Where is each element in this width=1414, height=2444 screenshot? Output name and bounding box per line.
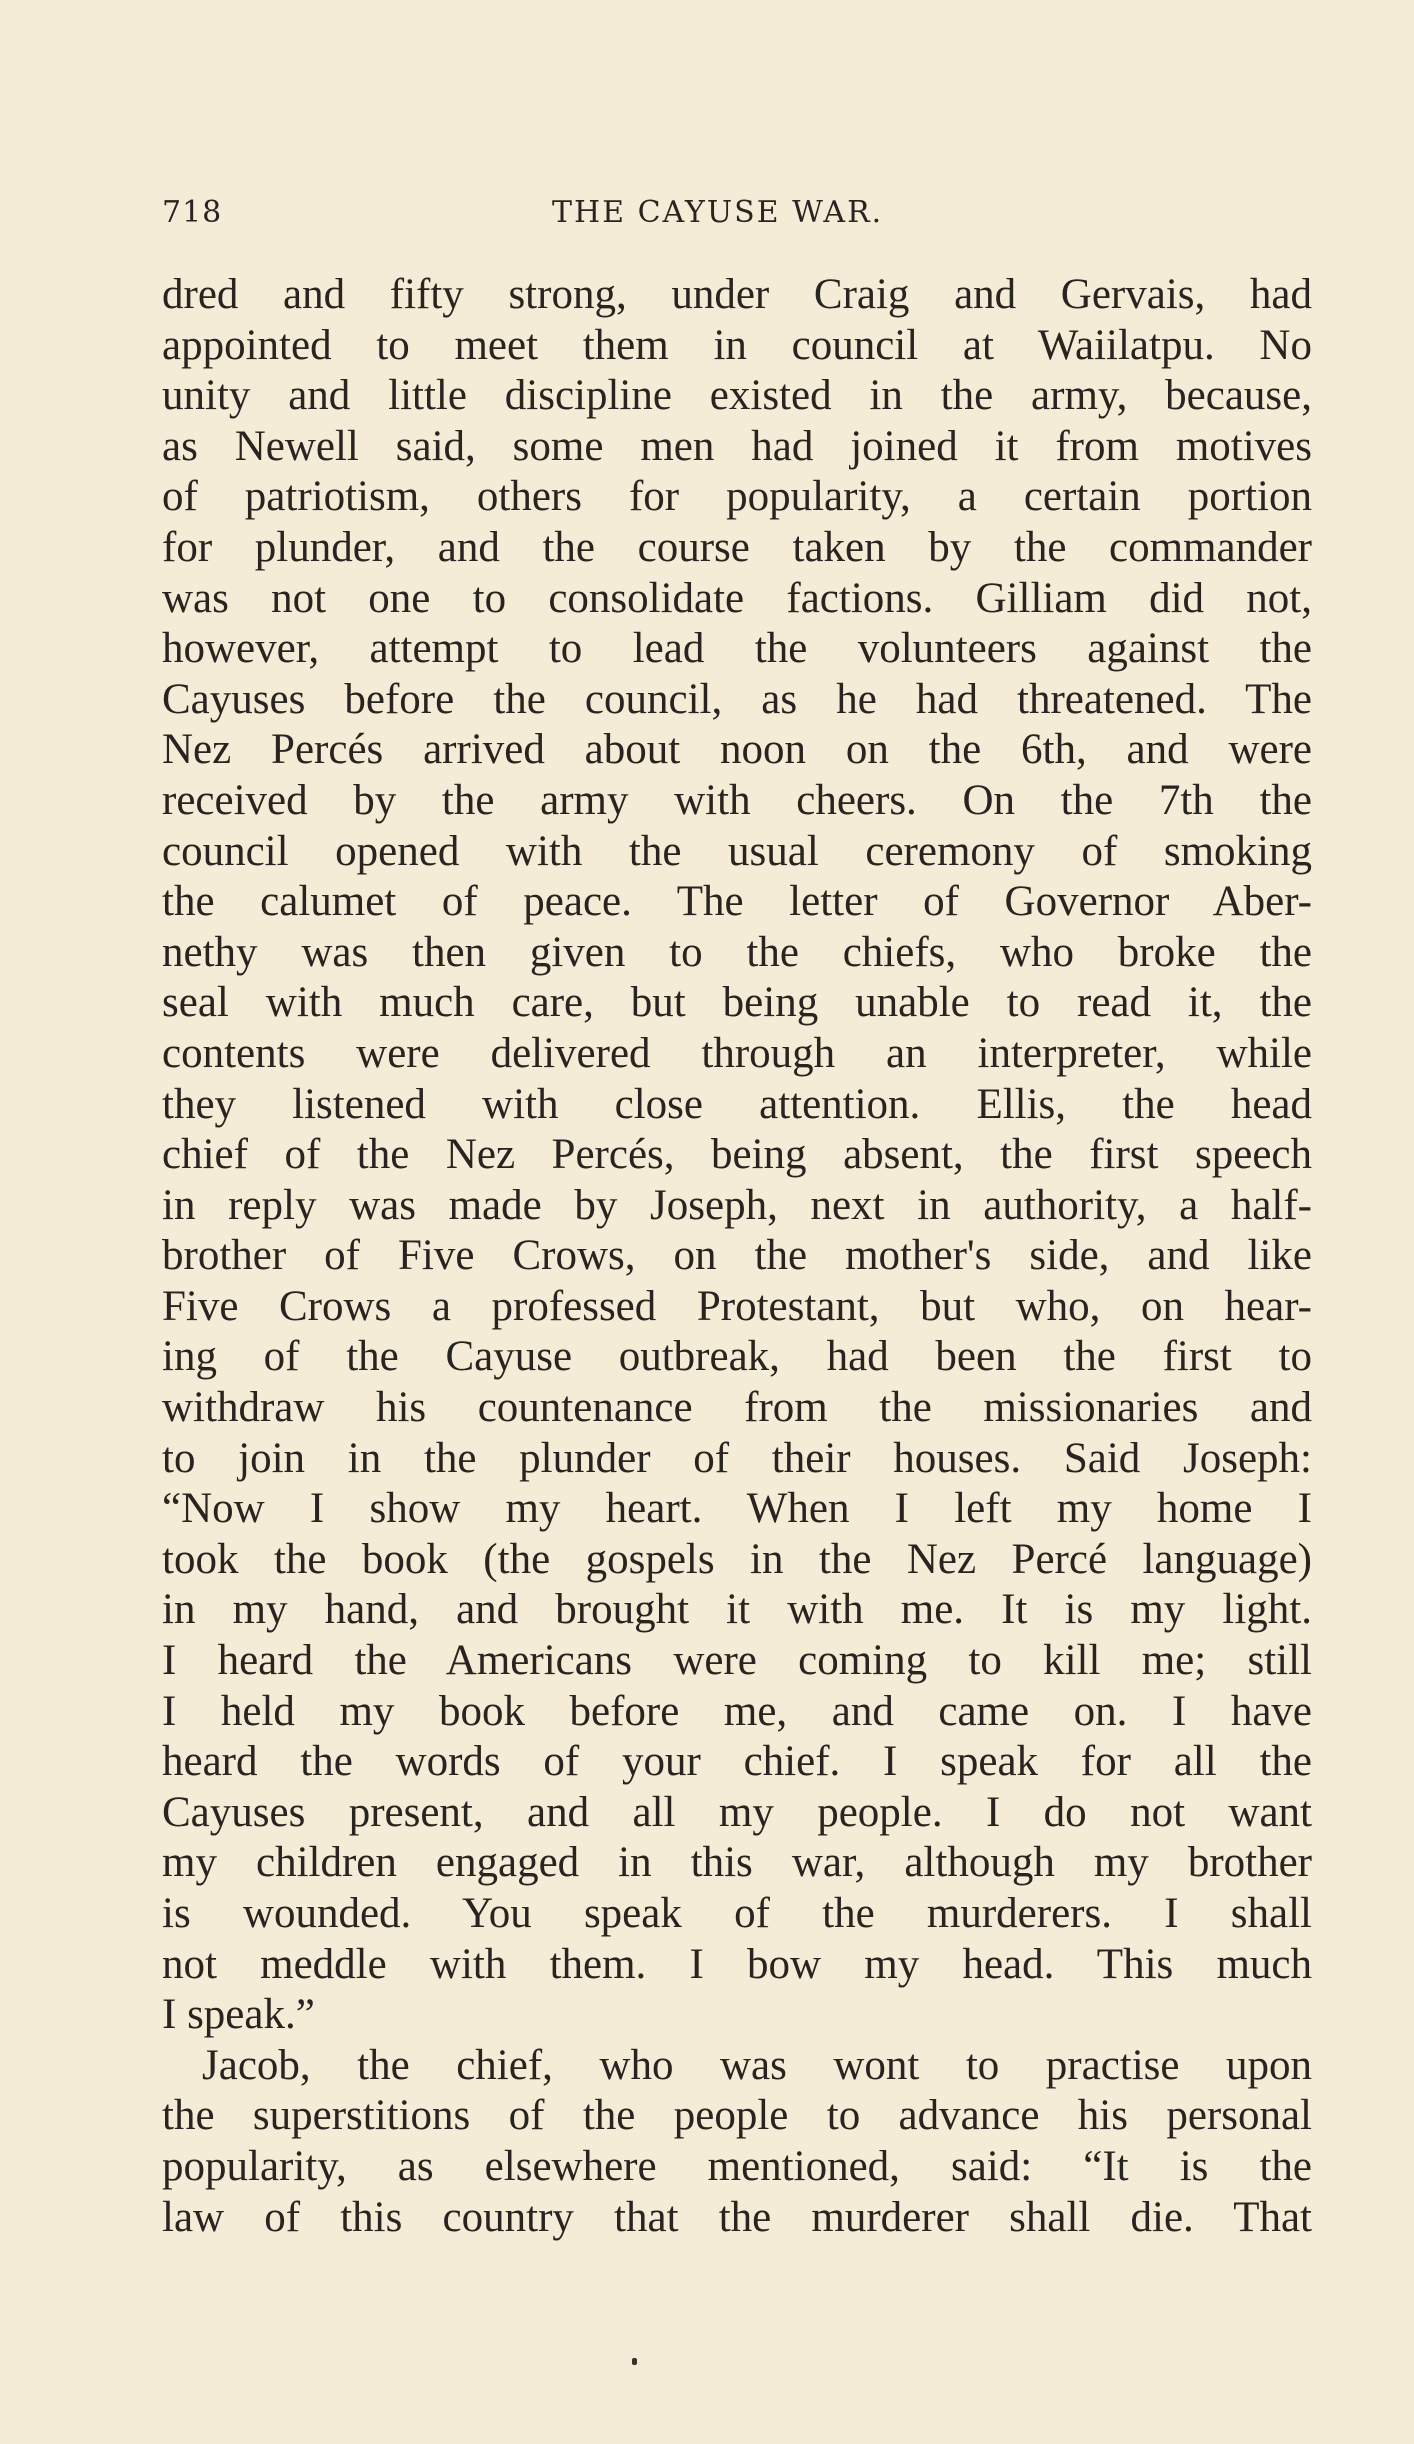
text-line: the calumet of peace. The letter of Governor Aber- <box>162 878 1312 926</box>
text-line: withdraw his countenance from the missionaries and <box>162 1384 1312 1432</box>
text-line: not meddle with them. I bow my head. This much <box>162 1940 1312 1988</box>
page-header <box>162 195 1312 245</box>
text-line: seal with much care, but being unable to read it, the <box>162 979 1312 1027</box>
body-text <box>162 270 1312 2243</box>
text-line: the superstitions of the people to advance his personal <box>162 2092 1312 2140</box>
text-line: Nez Percés arrived about noon on the 6th, and were <box>162 726 1312 774</box>
text-line: unity and little discipline existed in the army, because, <box>162 372 1312 420</box>
text-line: I held my book before me, and came on. I have <box>162 1687 1312 1735</box>
text-line: ing of the Cayuse outbreak, had been the first to <box>162 1333 1312 1381</box>
text-line: brother of Five Crows, on the mother's side, and like <box>162 1232 1312 1280</box>
text-line: Cayuses before the council, as he had threatened. The <box>162 675 1312 723</box>
text-line: of patriotism, others for popularity, a certain portion <box>162 473 1312 521</box>
text-line: received by the army with cheers. On the 7th the <box>162 776 1312 824</box>
page-number: 718 <box>162 195 223 230</box>
text-line: nethy was then given to the chiefs, who broke the <box>162 928 1312 976</box>
text-line: “Now I show my heart. When I left my home I <box>162 1485 1312 1533</box>
text-line: Five Crows a professed Protestant, but who, on hear- <box>162 1282 1312 1330</box>
text-line: to join in the plunder of their houses. Said Joseph: <box>162 1434 1312 1482</box>
text-line: Cayuses present, and all my people. I do not want <box>162 1788 1312 1836</box>
text-line: however, attempt to lead the volunteers against the <box>162 625 1312 673</box>
text-line: I speak.” <box>162 1991 315 2039</box>
ink-speck <box>632 2358 637 2365</box>
text-line: appointed to meet them in council at Waiilatpu. No <box>162 321 1312 369</box>
text-line: council opened with the usual ceremony of smoking <box>162 827 1312 875</box>
text-line: in my hand, and brought it with me. It is my light. <box>162 1586 1312 1634</box>
text-line: I heard the Americans were coming to kill me; still <box>162 1637 1312 1685</box>
text-line: as Newell said, some men had joined it from motives <box>162 422 1312 470</box>
text-line: popularity, as elsewhere mentioned, said: “It is the <box>162 2142 1312 2190</box>
text-line: heard the words of your chief. I speak for all the <box>162 1738 1312 1786</box>
text-line: for plunder, and the course taken by the commander <box>162 523 1312 571</box>
text-line: contents were delivered through an interpreter, while <box>162 1029 1312 1077</box>
text-line: they listened with close attention. Ellis, the head <box>162 1080 1312 1128</box>
text-line: in reply was made by Joseph, next in authority, a half- <box>162 1181 1312 1229</box>
text-line: my children engaged in this war, although my brother <box>162 1839 1312 1887</box>
text-line: chief of the Nez Percés, being absent, the first speech <box>162 1131 1312 1179</box>
text-line: Jacob, the chief, who was wont to practise upon <box>202 2041 1312 2089</box>
text-line: dred and fifty strong, under Craig and Gervais, had <box>162 271 1312 318</box>
text-line: law of this country that the murderer shall die. That <box>162 2193 1312 2241</box>
running-head: THE CAYUSE WAR. <box>552 195 884 230</box>
text-line: was not one to consolidate factions. Gilliam did not, <box>162 574 1312 622</box>
text-line: took the book (the gospels in the Nez Percé language) <box>162 1535 1312 1583</box>
text-line: is wounded. You speak of the murderers. I shall <box>162 1890 1312 1937</box>
